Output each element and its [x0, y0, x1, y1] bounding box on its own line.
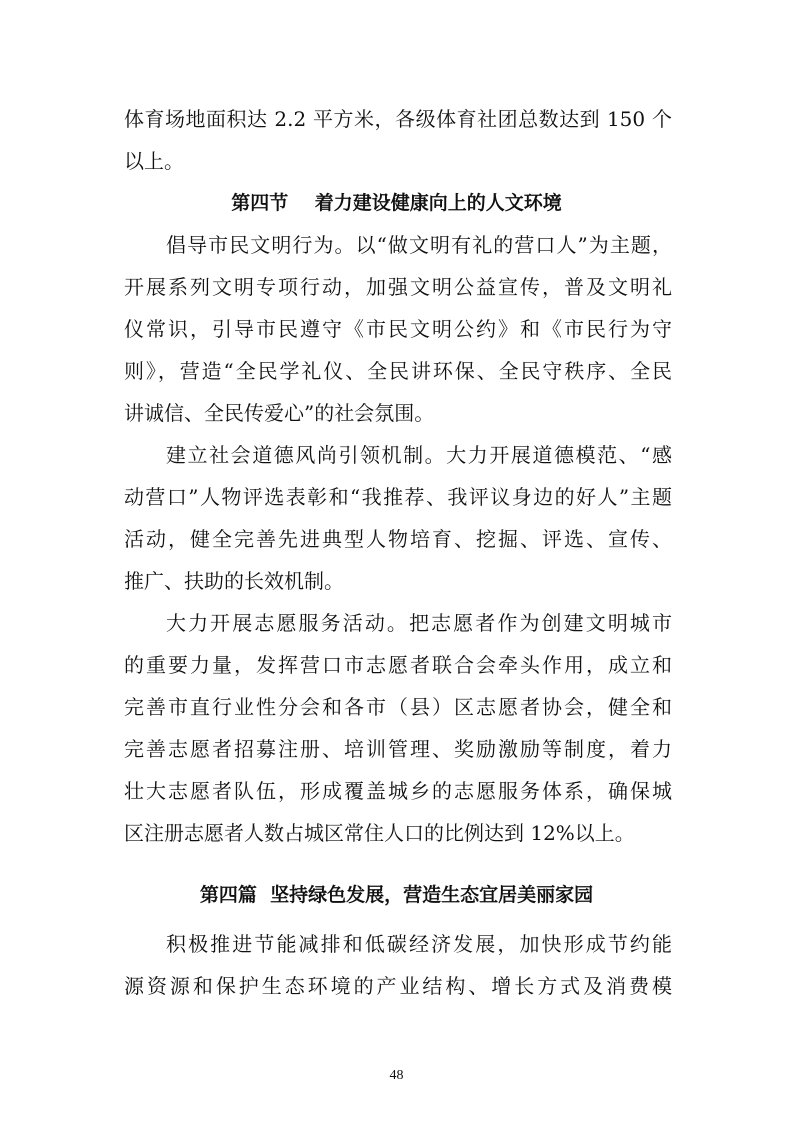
paragraph-line: 建立社会道德风尚引领机制。大力开展道德模范、“感: [166, 443, 672, 467]
paragraph-line: 则》，营造“全民学礼仪、全民讲环保、全民守秩序、全民: [124, 359, 672, 383]
paragraph-line: 倡导市民文明行为。以“做文明有礼的营口人”为主题，: [166, 233, 672, 257]
part-heading: 第四篇 坚持绿色发展，营造生态宜居美丽家园: [199, 884, 594, 906]
text-line: 以上。: [124, 149, 184, 173]
paragraph-line: 活动，健全完善先进典型人物培育、挖掘、评选、宣传、: [124, 527, 672, 551]
text-line: 体育场地面积达 2.2 平方米，各级体育社团总数达到 150 个: [124, 107, 672, 131]
paragraph-line: 源资源和保护生态环境的产业结构、增长方式及消费模: [124, 974, 672, 998]
section-heading: 第四节 着力建设健康向上的人文环境: [231, 192, 562, 214]
paragraph-line: 仪常识，引导市民遵守《市民文明公约》和《市民行为守: [124, 317, 672, 341]
paragraph-line: 的重要力量，发挥营口市志愿者联合会牵头作用，成立和: [124, 653, 672, 677]
paragraph-line: 完善市直行业性分会和各市（县）区志愿者协会，健全和: [124, 695, 672, 719]
paragraph-line: 开展系列文明专项行动，加强文明公益宣传，普及文明礼: [124, 275, 672, 299]
page-number: 48: [389, 1068, 404, 1083]
paragraph-line: 完善志愿者招募注册、培训管理、奖励激励等制度，着力: [124, 737, 672, 761]
paragraph-line: 动营口”人物评选表彰和“我推荐、我评议身边的好人”主题: [124, 485, 672, 509]
paragraph-line: 积极推进节能减排和低碳经济发展，加快形成节约能: [166, 932, 672, 956]
paragraph-line: 壮大志愿者队伍，形成覆盖城乡的志愿服务体系，确保城: [124, 779, 672, 803]
paragraph-line: 讲诚信、全民传爱心”的社会氛围。: [124, 401, 435, 425]
paragraph-line: 区注册志愿者人数占城区常住人口的比例达到 12%以上。: [124, 821, 635, 845]
paragraph-line: 推广、扶助的长效机制。: [124, 569, 344, 593]
paragraph-line: 大力开展志愿服务活动。把志愿者作为创建文明城市: [166, 611, 672, 635]
